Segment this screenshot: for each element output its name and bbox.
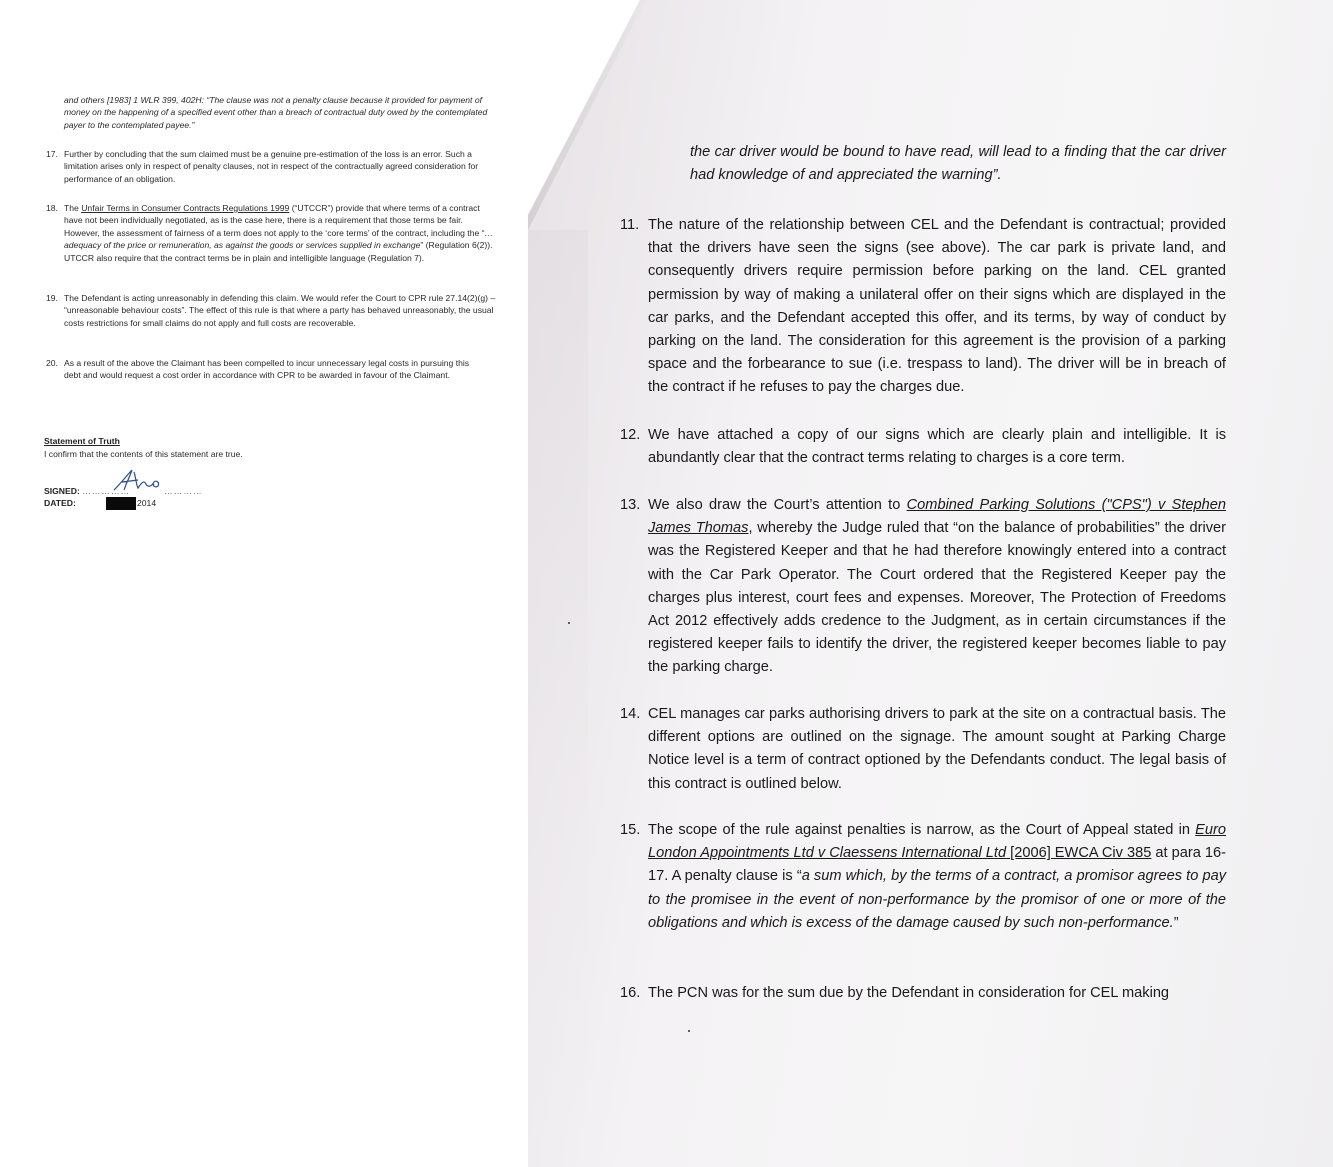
paragraph-text: We have attached a copy of our signs which are clearly plain and intelligible. It is abundantly clear that the contract terms relating to charges is a core term. — [648, 427, 1226, 467]
paragraph-18 — [46, 202, 500, 264]
redaction-bar — [106, 497, 136, 510]
paragraph-text: The PCN was for the sum due by the Defendant in consideration for CEL making — [648, 985, 1170, 1001]
paragraph-number: 20. — [46, 358, 58, 368]
paragraph-number: 16. — [620, 985, 641, 1001]
paragraph-15 — [620, 819, 1227, 935]
paragraph-13 — [620, 494, 1226, 680]
paragraph-text: The nature of the relationship between CEL and the Defendant is contractual; provided that the drivers have seen the signs (see above). The car park is private land, and consequently drivers require permission before parking on the land. CEL granted permission by way of making a unilateral offer on their signs which are displayed in the car parks, and the Defendant accepted this offer, and its terms, by way of conduct by parking on the land. The consideration for this agreement is the provision of a parking space and the forbearance to sue (i.e. trespass to land). The driver will be in breach of the contract if he refuses to pay the charges due. — [648, 217, 1226, 396]
handwritten-signature — [108, 468, 168, 494]
paragraph-text-pre: The scope of the rule against penalties is narrow, as the Court of Appeal stated in — [648, 822, 1196, 838]
paragraph-number: 17. — [46, 149, 58, 159]
paragraph-text-end: ” — [1173, 914, 1179, 931]
dated-row — [44, 498, 76, 508]
paragraph-text-post: ” (Regulation 6(2)). UTCCR also require that the contract terms be in plain and intelligible language (Regulation 7). — [64, 240, 493, 263]
paragraph-10-tail-text: the car driver would be bound to have read, will lead to a finding that the car driver had knowledge of and appreciated the warning”. — [690, 144, 1226, 184]
paragraph-17 — [46, 148, 500, 185]
penalty-definition-quote: a sum which, by the terms of a contract, a promisor agrees to pay to the promisee in the event of non-performance by the promisor of one or more of the obligations and which is excess of the damage caused by such non-performance. — [648, 868, 1227, 931]
paragraph-text: The Defendant is acting unreasonably in defending this claim. We would refer the Court to CPR rule 27.14(2)(g) – “unreasonable behaviour costs”. The effect of this rule is that where a party has behaved unreasonably, the usual costs restrictions for small claims do not apply and full costs are recoverable. — [64, 293, 496, 328]
paragraph-11 — [620, 214, 1226, 400]
paragraph-10-tail — [690, 141, 1226, 187]
paragraph-number: 14. — [620, 706, 641, 722]
paragraph-text-post: , whereby the Judge ruled that “on the balance of probabilities” the driver was the Registered Keeper and that he had therefore knowingly entered into a contract with the Car Park Operator. The Court ordered that the Registered Keeper pay the charges plus interest, court fees and expenses. Moreover, The Protection of Freedoms Act 2012 effectively adds credence to the Judgment, as in certain circumstances if the registered keeper fails to identify the driver, the registered keeper becomes liable to pay the parking charge. — [648, 520, 1226, 676]
paragraph-19 — [46, 292, 500, 329]
paragraph-16-tail-text: and others [1983] 1 WLR 399, 402H: “The clause was not a penalty clause because it provided for payment of money on the happening of a specified event other than a breach of contractual duty owed by the contemplated payer to the contemplated payee.” — [64, 95, 488, 130]
signed-dots-right: ………… — [164, 486, 203, 496]
scan-speck — [568, 622, 570, 624]
paragraph-12 — [620, 424, 1226, 470]
paragraph-text-italic: …adequacy of the price or remuneration, as against the goods or services supplied in exchange — [64, 227, 494, 251]
dated-year: 2014 — [137, 498, 157, 508]
paragraph-16 — [620, 982, 1226, 1005]
paragraph-text-mid: at para 16-17. A penalty clause is “ — [648, 845, 1227, 885]
case-citation-euro-london: Euro London Appointments Ltd v Claessens International Ltd — [648, 822, 1226, 862]
paragraph-text: Further by concluding that the sum claimed must be a genuine pre-estimation of the loss is an error. Such a limitation arises only in respect of penalty clauses, not in respect of the contractually agreed consideration for performance of an obligation. — [64, 149, 479, 184]
statement-of-truth-text: I confirm that the contents of this statement are true. — [44, 449, 243, 459]
paragraph-number: 12. — [620, 427, 641, 443]
paragraph-text: As a result of the above the Claimant has been compelled to incur unnecessary legal costs in pursuing this debt and would request a cost order in accordance with CPR to be awarded in favour of the Claimant. — [64, 358, 470, 381]
paragraph-text: CEL manages car parks authorising drivers to park at the site on a contractual basis. The different options are outlined on the signage. The amount sought at Parking Charge Notice level is a term of contract optioned by the Defendants conduct. The legal basis of this contract is outlined below. — [648, 706, 1226, 792]
paragraph-20 — [46, 357, 474, 382]
paragraph-text-pre: We also draw the Court’s attention to — [648, 497, 907, 513]
paragraph-text-pre: The — [64, 203, 82, 213]
statement-of-truth-title: Statement of Truth — [44, 436, 120, 446]
left-page — [0, 0, 528, 1167]
case-citation-reference: [2006] EWCA Civ 385 — [1006, 845, 1152, 862]
paragraph-number: 18. — [46, 203, 58, 213]
case-citation-cps: Combined Parking Solutions ("CPS") v Stephen James Thomas — [648, 497, 1226, 537]
paragraph-number: 19. — [46, 293, 58, 303]
paragraph-number: 11. — [620, 217, 640, 233]
scan-speck — [688, 1030, 690, 1032]
paragraph-16-tail — [64, 94, 500, 131]
paragraph-14 — [620, 703, 1226, 796]
paragraph-number: 15. — [620, 822, 641, 838]
signed-dots-left: …………… — [82, 486, 131, 496]
paragraph-number: 13. — [620, 497, 641, 513]
paragraph-text-mid: (“UTCCR”) provide that where terms of a contract have not been individually negotiated, as is the case here, there is a requirement that those terms be fair. However, the assessment of fairness of a term does not apply to the ‘core terms’ of the contract, including the “ — [64, 203, 485, 238]
right-page-scan — [528, 0, 1333, 1167]
dated-label: DATED: — [44, 498, 76, 508]
utccr-link: Unfair Terms in Consumer Contracts Regulations 1999 — [81, 203, 290, 213]
signed-label: SIGNED: — [44, 486, 80, 496]
